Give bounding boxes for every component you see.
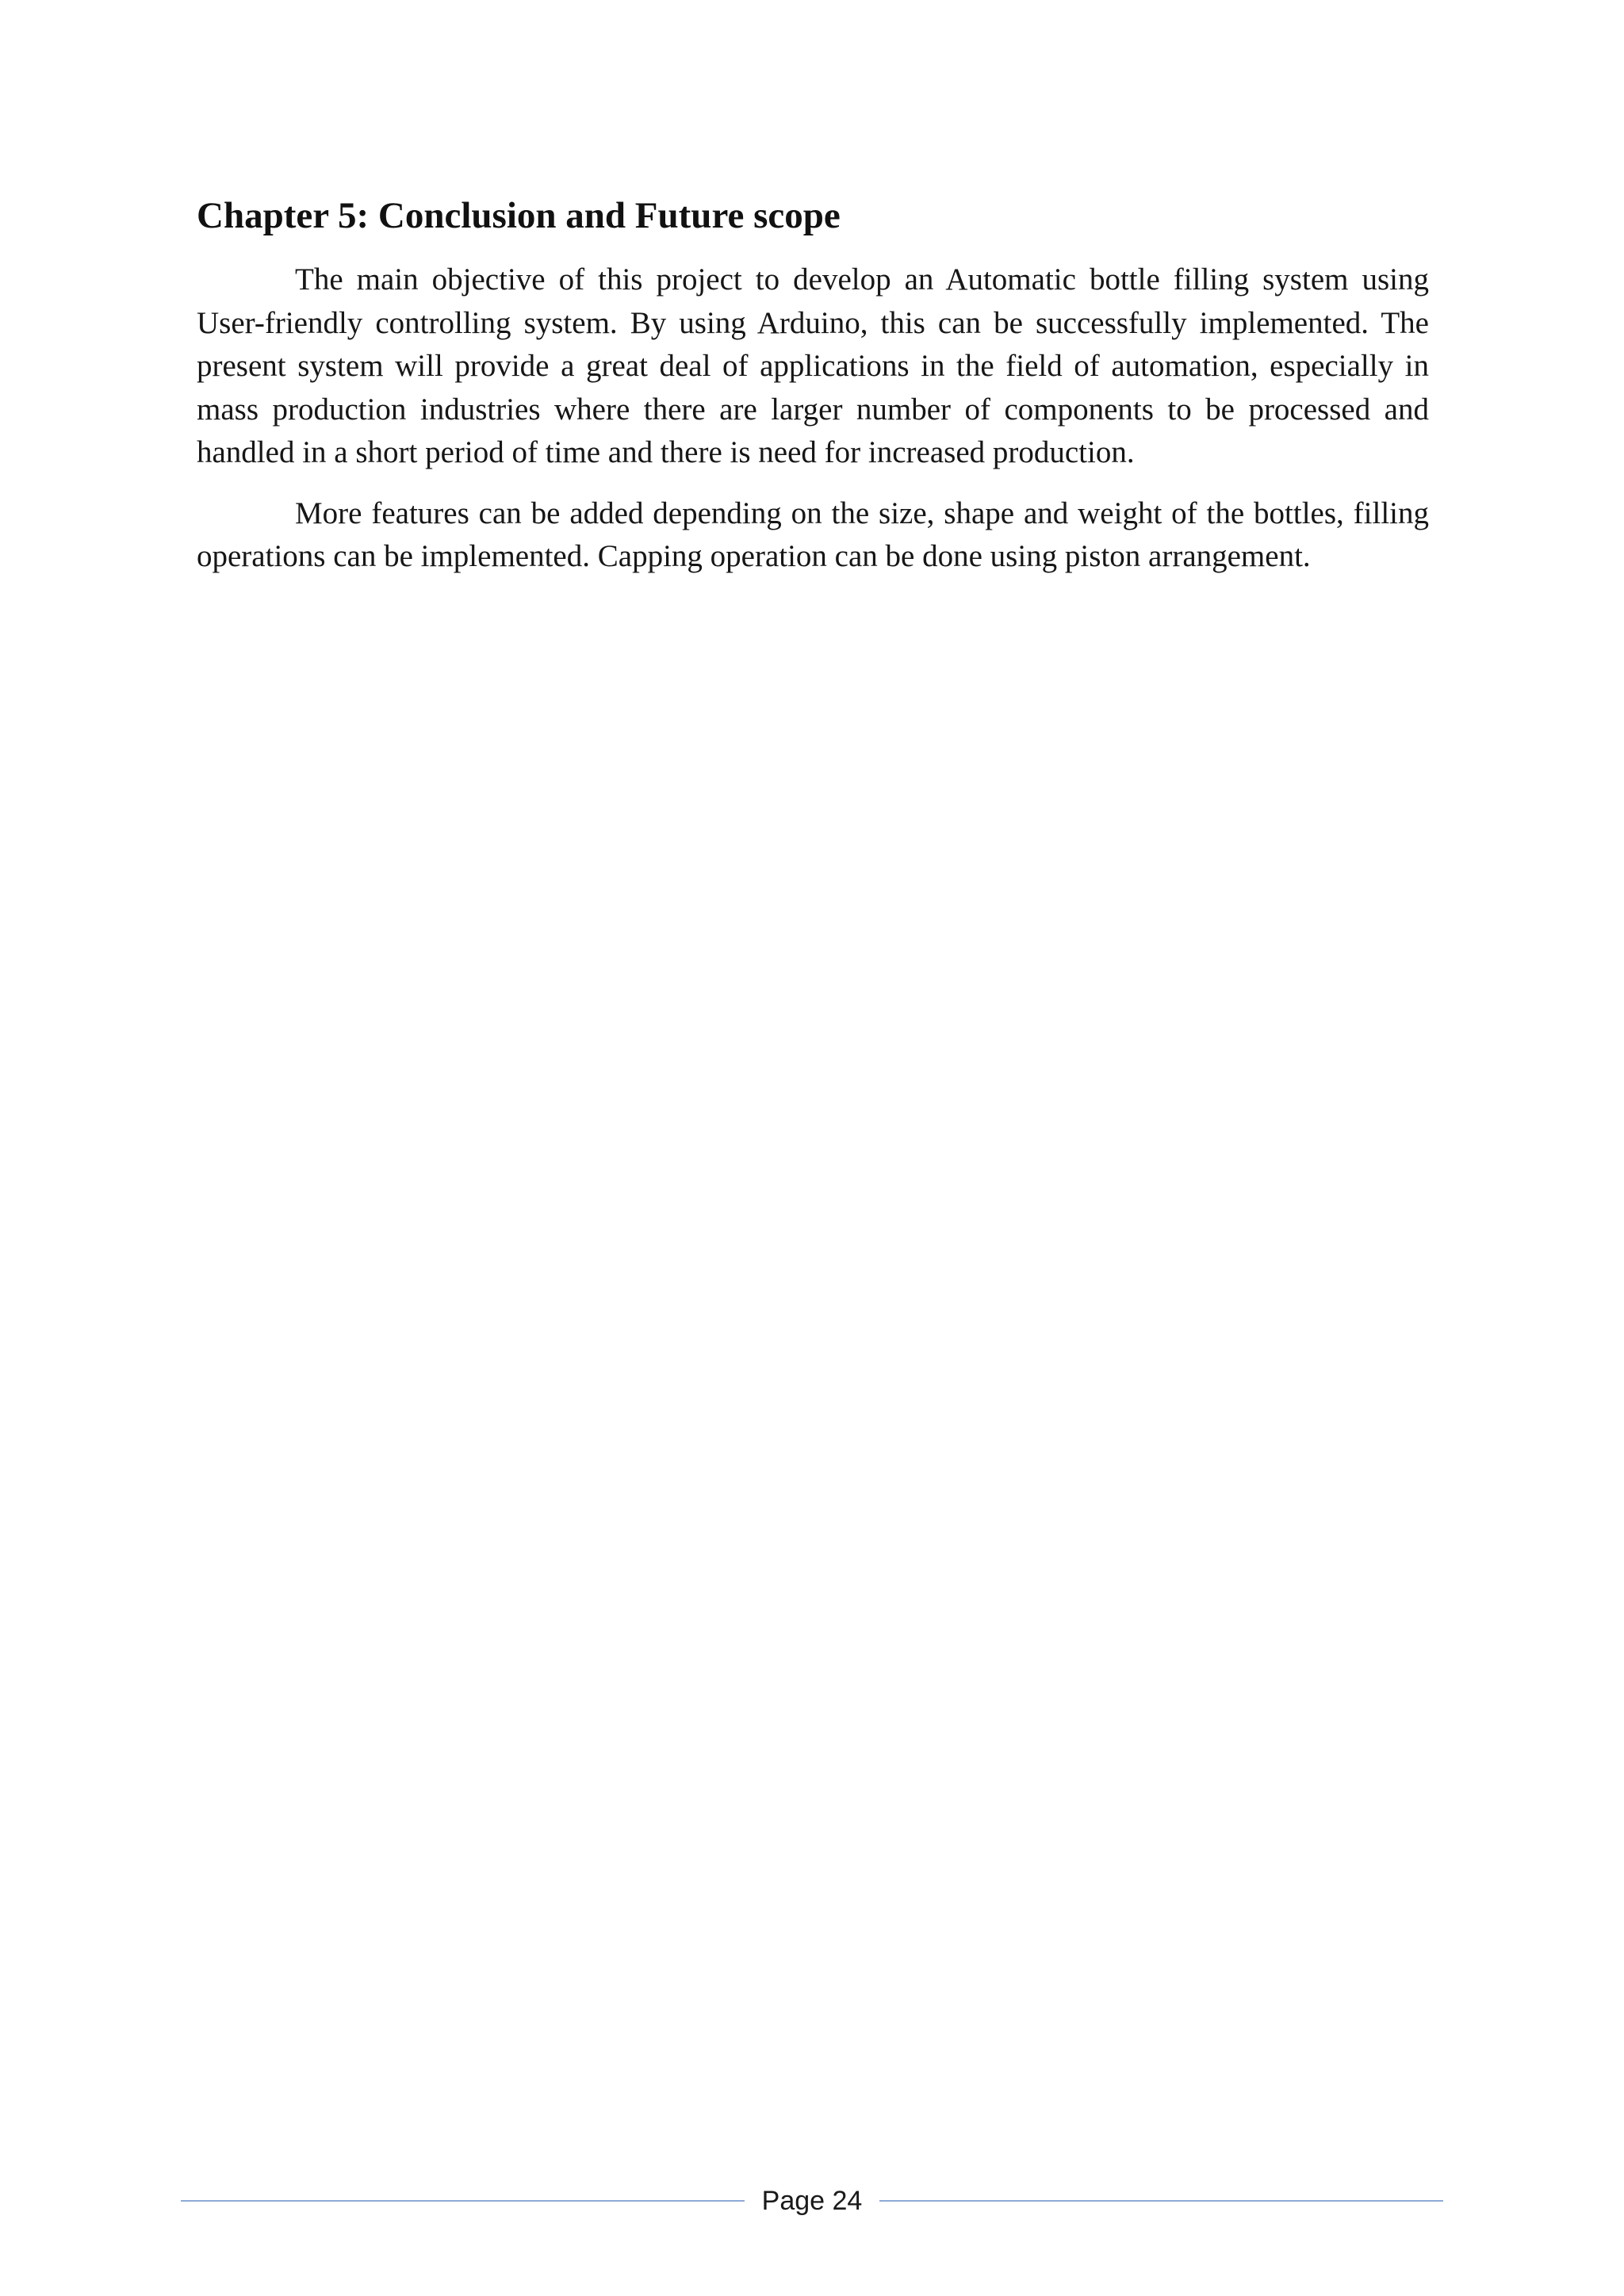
footer-rule-left — [181, 2200, 745, 2202]
page-body — [197, 190, 1429, 596]
page-footer — [181, 2185, 1443, 2217]
paragraph-2: More features can be added depending on the size, shape and weight of the bottles, filling operations can be implemented. Capping operation can be done using piston arrangement. — [197, 496, 1429, 573]
footer-rule-right — [879, 2200, 1443, 2202]
paragraph-1: The main objective of this project to develop an Automatic bottle filling system using User-friendly controlling system. By using Arduino, this can be successfully implemented. The present system will provide a great deal of applications in the field of automation, especially in mass production industries where there are larger number of components to be processed and handled in a short period of time and there is need for increased production. — [197, 262, 1429, 469]
chapter-title: Chapter 5: Conclusion and Future scope — [197, 195, 841, 236]
page-number: Page 24 — [761, 2185, 863, 2216]
